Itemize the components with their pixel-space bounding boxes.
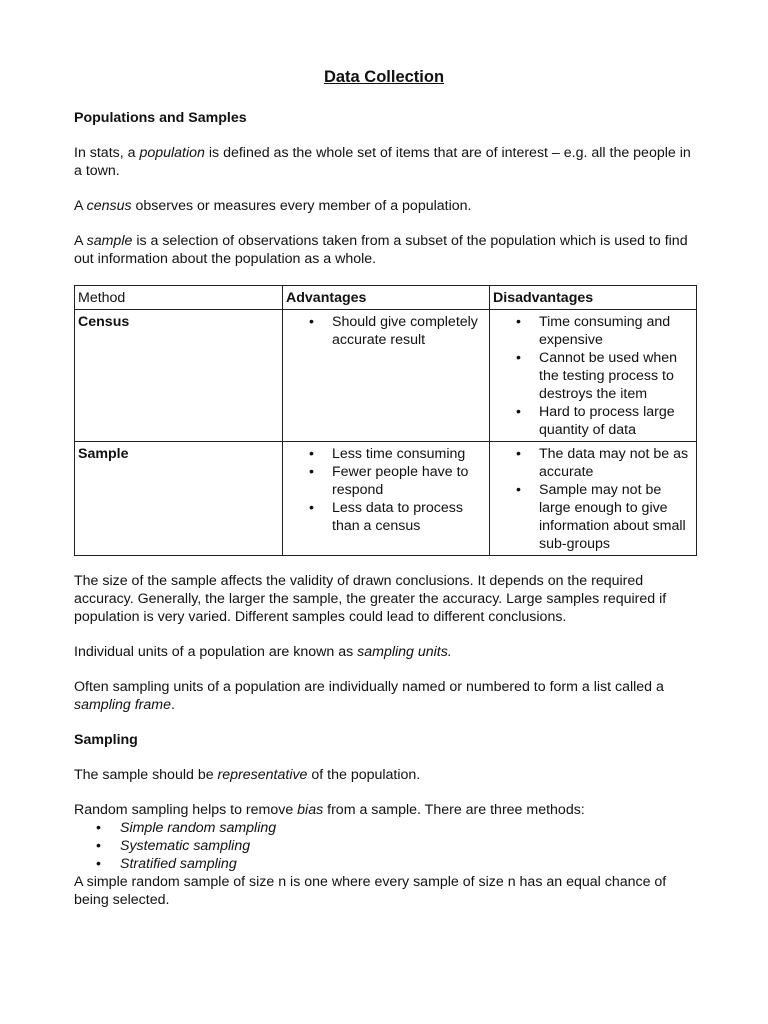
comparison-table: [74, 285, 697, 556]
sample-advantages-cell: [283, 442, 490, 556]
list-item: • Systematic sampling: [74, 837, 696, 855]
text-run: Random sampling helps to remove: [74, 802, 298, 818]
section-heading-populations: Populations and Samples: [74, 110, 247, 126]
list-item: • Less data to process than a census: [286, 499, 486, 535]
header-advantages: Advantages: [283, 286, 490, 310]
paragraph-census-definition: [74, 197, 696, 215]
list-item: • Fewer people have to respond: [286, 463, 486, 499]
text-run: observes or measures every member of a population.: [131, 198, 472, 214]
list-item: • The data may not be as accurate: [493, 445, 693, 481]
term-representative: representative: [217, 767, 308, 783]
text-run: is defined as the whole set of items that are of interest – e.g. all the people in a town.: [74, 145, 691, 179]
census-disadvantages-cell: [490, 310, 697, 442]
list-item: • Less time consuming: [286, 445, 486, 463]
list-item: • Hard to process large quantity of data: [493, 403, 693, 439]
census-advantages-cell: [283, 310, 490, 442]
sample-disadvantages-cell: [490, 442, 697, 556]
text-run: of the population.: [307, 767, 421, 783]
list-item: • Time consuming and expensive: [493, 313, 693, 349]
sampling-methods-list: [74, 819, 696, 873]
text-run: A: [74, 198, 87, 214]
page-title: Data Collection: [323, 68, 445, 86]
header-method: Method: [75, 286, 283, 310]
table-row-sample: [75, 442, 697, 556]
term-census: census: [86, 198, 132, 214]
census-advantages-list: [286, 313, 486, 349]
term-bias: bias: [297, 802, 324, 818]
term-population: population: [139, 145, 205, 161]
text-run: Often sampling units of a population are individually named or numbered to form a list called a: [74, 679, 664, 695]
table-row-census: [75, 310, 697, 442]
paragraph-sample-definition: [74, 232, 696, 268]
text-run: .: [171, 697, 175, 713]
term-sampling-frame: sampling frame: [74, 697, 171, 713]
text-run: The sample should be: [74, 767, 218, 783]
text-run: from a sample. There are three methods:: [323, 802, 585, 818]
header-disadvantages: Disadvantages: [490, 286, 697, 310]
table-header-row: [75, 286, 697, 310]
row-label-sample: Sample: [75, 442, 283, 556]
list-item: • Cannot be used when the testing process to destroys the item: [493, 349, 693, 403]
text-run: is a selection of observations taken from a subset of the population which is used to find out information about the population as a whole.: [74, 233, 688, 267]
document-body: [74, 109, 696, 926]
term-sample: sample: [86, 233, 133, 249]
text-run: In stats, a: [74, 145, 140, 161]
paragraph-sampling-frame: [74, 678, 696, 714]
paragraph-simple-random-sample: A simple random sample of size n is one where every sample of size n has an equal chance of being selected.: [74, 874, 667, 908]
list-item: • Simple random sampling: [74, 819, 696, 837]
paragraph-representative: [74, 766, 696, 784]
paragraph-random-sampling: [74, 801, 696, 819]
paragraph-population-definition: [74, 144, 696, 180]
list-item: • Sample may not be large enough to give information about small sub-groups: [493, 481, 693, 553]
sample-disadvantages-list: [493, 445, 693, 553]
sample-advantages-list: [286, 445, 486, 535]
section-heading-sampling: Sampling: [74, 732, 138, 748]
text-run: A: [74, 233, 87, 249]
list-item: • Stratified sampling: [74, 855, 696, 873]
row-label-census: Census: [75, 310, 283, 442]
paragraph-sample-size: The size of the sample affects the validity of drawn conclusions. It depends on the required accuracy. Generally, the larger the sample, the greater the accuracy. Large samples required if population is very varied. Different samples could lead to different conclusions.: [74, 573, 667, 625]
paragraph-sampling-units: [74, 643, 696, 661]
term-sampling-units: sampling units.: [357, 644, 452, 660]
census-disadvantages-list: [493, 313, 693, 439]
text-run: Individual units of a population are known as: [74, 644, 358, 660]
list-item: • Should give completely accurate result: [286, 313, 486, 349]
